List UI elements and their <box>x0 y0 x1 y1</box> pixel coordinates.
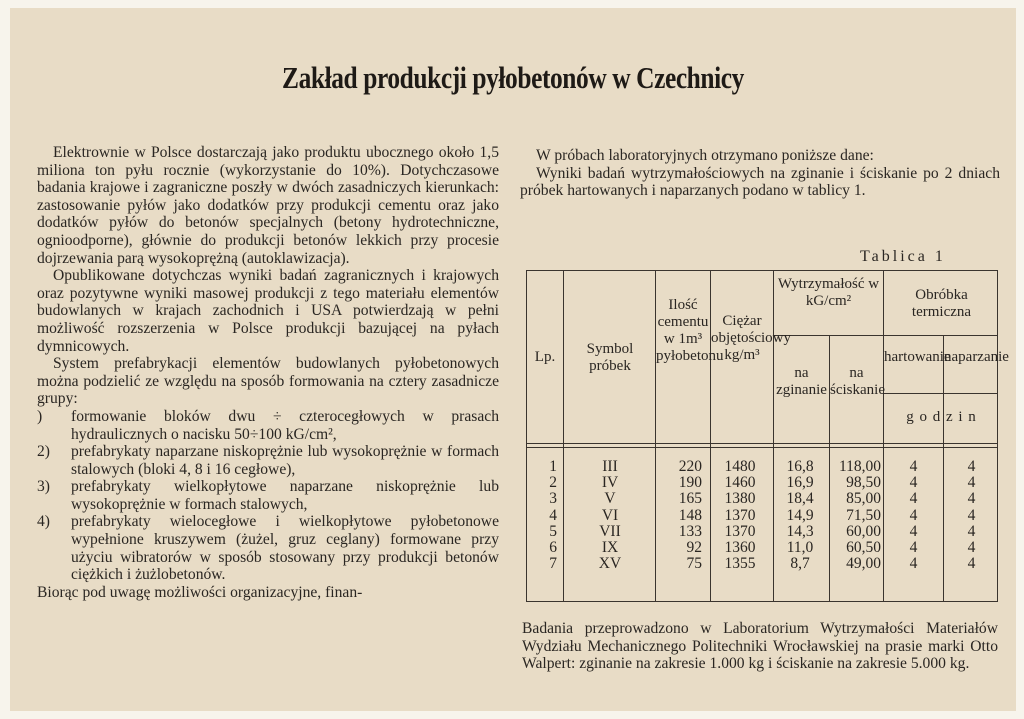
paragraph-lab-tests: W próbach laboratoryjnych otrzymano poniższe dane: <box>536 147 874 164</box>
results-table <box>526 270 1009 602</box>
table-cell: 92 <box>686 539 702 557</box>
column-bending-strength <box>774 459 826 572</box>
list-item <box>37 478 499 513</box>
table-rule <box>527 447 997 448</box>
table-cell: 14,3 <box>786 522 814 540</box>
table-cell: XV <box>598 555 622 573</box>
table-cell: 4 <box>909 522 918 540</box>
table-cell: 4 <box>967 490 976 508</box>
list-item-text: prefabrykaty wielkopłytowe naparzane niskoprężnie lub wysokoprężnie w formach stalowych, <box>71 478 499 513</box>
table-cell: 1380 <box>724 490 756 508</box>
header-steaming: naparzanie <box>944 349 1009 365</box>
list-item-number: ) <box>37 407 43 425</box>
table-cell: V <box>604 490 616 508</box>
paragraph-strength-results: Wyniki badań wytrzymałościowych na zginanie i ściskanie po 2 dniach próbek hartowanych i naparzanych podano w tablicy 1. <box>520 164 1000 200</box>
paragraph-intro: Elektrownie w Polsce dostarczają jako produktu ubocznego około 1,5 miliona ton pyłu rocznie (wykorzystanie do 10%). Dotychczasowe badania krajowe i zagraniczne poszły w dwóch zasadniczych kierunkach: zastosowanie pyłów jako dodatków przy produkcji cementu oraz jako dodatków pyłów do betonów specjalnych (betony hydrotechniczne, ognioodporne), głównie do produkcji betonów lekkich przy procesie dojrzewania parą wysokoprężną (autoklawizacja). <box>37 144 499 267</box>
table-rule <box>527 443 997 444</box>
table-cell: 220 <box>678 458 702 475</box>
paragraph-continuation: Biorąc pod uwagę możliwości organizacyjne, finan- <box>37 583 363 601</box>
table-cell: 1480 <box>724 458 756 475</box>
table-cell: 6 <box>549 539 557 557</box>
table-cell: 16,9 <box>786 474 814 492</box>
table-cell: 98,50 <box>846 474 881 492</box>
table-caption: Tablica 1 <box>860 248 946 265</box>
header-strength: Wytrzymałość w kG/cm² <box>777 276 880 309</box>
table-cell: 190 <box>678 474 702 492</box>
forming-groups-list <box>37 408 499 584</box>
header-thermal-treatment: Obróbka termiczna <box>911 287 972 320</box>
table-cell: 2 <box>549 474 557 492</box>
table-cell: 118,00 <box>838 458 881 475</box>
table-cell: 11,0 <box>786 539 814 557</box>
table-cell: 4 <box>967 458 976 475</box>
table-cell: 1370 <box>724 522 756 540</box>
header-volumetric-weight: Ciężar objętościowy kg/m³ <box>711 313 791 363</box>
table-cell: 4 <box>909 506 918 524</box>
table-cell: 4 <box>909 490 918 508</box>
table-cell: VI <box>601 506 619 524</box>
column-compression-strength <box>830 459 881 572</box>
table-cell: 49,00 <box>846 555 881 573</box>
column-cement-amount <box>656 459 702 572</box>
table-cell: 4 <box>909 539 918 557</box>
header-symbol: Symbol próbek <box>586 341 634 374</box>
left-column <box>37 144 499 601</box>
table-cell: 4 <box>909 458 918 475</box>
header-compression: na ściskanie <box>830 365 885 398</box>
table-cell: 4 <box>967 506 976 524</box>
table-cell: 1360 <box>724 539 756 557</box>
table-rule <box>563 271 564 601</box>
table-cell: 18,4 <box>786 490 814 508</box>
table-cell: III <box>602 458 618 475</box>
table-cell: 4 <box>967 539 976 557</box>
list-item-text: prefabrykaty wielocegłowe i wielkopłytowe pyłobetonowe wypełnione kruszywem (żużel, gruz ceglany) formowane przy użyciu wibratorów w sposób stosowany przy produkcji betonów ciężkich i żużlobetonów. <box>71 513 499 584</box>
right-column <box>520 147 1000 200</box>
table-cell: 1 <box>549 458 557 475</box>
newspaper-page <box>10 8 1016 711</box>
table-cell: 4 <box>909 555 918 573</box>
list-item <box>37 443 499 478</box>
table-cell: 4 <box>909 474 918 492</box>
table-cell: 1355 <box>724 555 756 573</box>
list-item-number: 2) <box>37 443 50 461</box>
table-cell: 148 <box>678 506 702 524</box>
table-cell: 1370 <box>724 506 756 524</box>
column-hardening <box>884 459 943 572</box>
table-cell: 4 <box>967 474 976 492</box>
list-item-text: formowanie bloków dwu ÷ czterocegłowych w prasach hydraulicznych o nacisku 50÷100 kG/cm², <box>71 407 499 443</box>
table-cell: 1460 <box>724 474 756 492</box>
column-steaming <box>944 459 999 572</box>
column-symbol <box>567 459 653 572</box>
header-hours: g o d z i n <box>906 409 977 425</box>
table-cell: 5 <box>549 522 557 540</box>
table-cell: 4 <box>967 555 976 573</box>
header-lp: Lp. <box>534 349 556 365</box>
header-bending: na zginanie <box>776 365 827 398</box>
paragraph-prefabrication-system: System prefabrykacji elementów budowlanych pyłobetonowych można podzielić ze względu na sposób formowania na cztery zasadnicze grupy: <box>37 355 499 408</box>
table-cell: 85,00 <box>846 490 881 508</box>
table-cell: 4 <box>967 522 976 540</box>
table-cell: 165 <box>678 490 702 508</box>
table-cell: 14,9 <box>786 506 814 524</box>
table-cell: 4 <box>549 506 557 524</box>
list-item-text: prefabrykaty naparzane niskoprężnie lub wysokoprężnie w formach stalowych (bloki 4, 8 i 16 cegłowe), <box>71 443 499 478</box>
table-cell: 60,50 <box>846 539 881 557</box>
column-lp <box>527 459 557 572</box>
list-item <box>37 513 499 583</box>
list-item-number: 4) <box>37 513 50 531</box>
table-cell: 60,00 <box>846 522 881 540</box>
table-cell: 7 <box>549 555 557 573</box>
table-cell: VII <box>599 522 621 540</box>
article-title: Zakład produkcji pyłobetonów w Czechnicy <box>282 60 744 95</box>
table-cell: 8,7 <box>790 555 810 573</box>
table-cell: 133 <box>678 522 702 540</box>
table-cell: IX <box>601 539 619 557</box>
header-cement-amount: Ilość cementu w 1m³ pyłobetonu <box>656 297 724 364</box>
paragraph-published-results: Opublikowane dotychczas wyniki badań zagranicznych i krajowych oraz pozytywne wyniki masowej produkcji z tego materiału elementów budowlanych w krajach zachodnich i USA potwierdzają w pełni możliwość rozszerzenia w Polsce produkcji bazującej na pyłach dymnicowych. <box>37 267 499 355</box>
table-cell: 75 <box>686 555 702 573</box>
table-cell: 3 <box>549 490 557 508</box>
header-hardening: hartowanie <box>884 349 951 365</box>
table-cell: IV <box>601 474 619 492</box>
table-cell: 71,50 <box>846 506 881 524</box>
table-rule <box>883 393 997 394</box>
list-item <box>37 408 499 443</box>
table-cell: 16,8 <box>786 458 814 475</box>
list-item-number: 3) <box>37 478 50 496</box>
column-volumetric-weight <box>711 459 769 572</box>
table-rule <box>773 335 997 336</box>
paragraph-laboratory: Badania przeprowadzono w Laboratorium Wytrzymałości Materiałów Wydziału Mechanicznego Politechniki Wrocławskiej na prasie marki Otto Walpert: zginanie na zakresie 1.000 kg i ściskanie na zakresie 5.000 kg. <box>522 620 998 673</box>
